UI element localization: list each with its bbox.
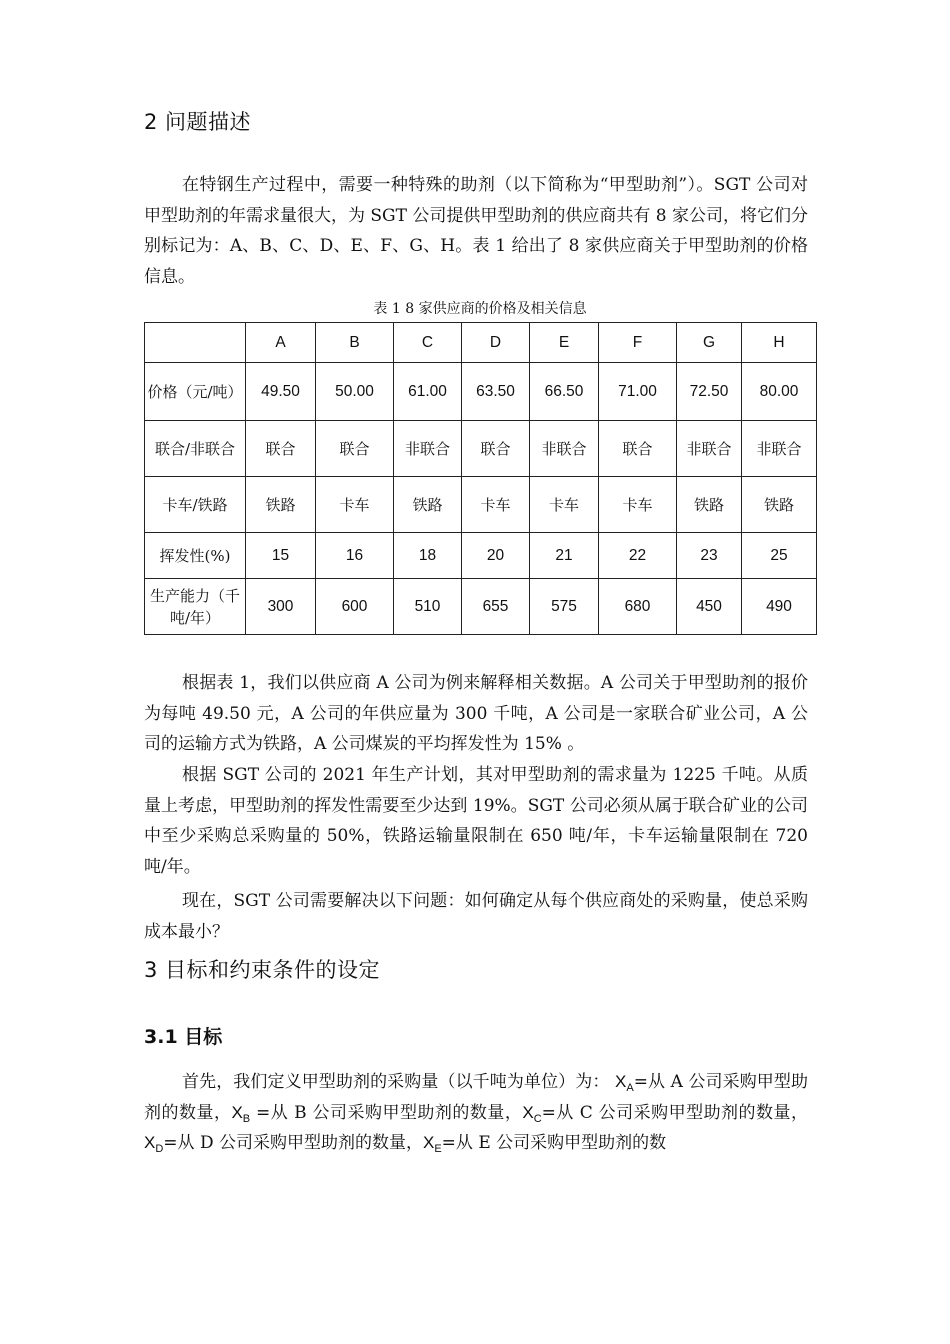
table-cell: 72.50 [677, 363, 742, 421]
table-row [145, 363, 817, 421]
table-row [145, 477, 817, 533]
variable-symbol: X [231, 1102, 243, 1122]
variable-definition: =从 E 公司采购甲型助剂的数 [441, 1133, 667, 1153]
table-cell: 铁路 [246, 477, 316, 533]
table-header-cell: D [462, 323, 530, 363]
table-cell: 63.50 [462, 363, 530, 421]
table-row [145, 533, 817, 579]
table-cell: 铁路 [677, 477, 742, 533]
variable-symbol: X [615, 1072, 627, 1091]
table-cell: 联合 [316, 421, 394, 477]
table-cell: 非联合 [677, 421, 742, 477]
table-cell: 49.50 [246, 363, 316, 421]
table-row-header: 卡车/铁路 [145, 477, 246, 533]
variable-subscript: E [434, 1143, 442, 1155]
table-cell: 71.00 [599, 363, 677, 421]
table-cell: 非联合 [742, 421, 817, 477]
variable-subscript: C [533, 1112, 542, 1125]
table-cell: 联合 [462, 421, 530, 477]
intro-text: 首先，我们定义甲型助剂的采购量（以千吨为单位）为： [182, 1072, 610, 1092]
variable-subscript: D [155, 1143, 164, 1155]
table-cell: 22 [599, 533, 677, 579]
section-3-heading: 3 目标和约束条件的设定 [144, 958, 381, 982]
section-2-paragraph-3: 根据 SGT 公司的 2021 年生产计划，其对甲型助剂的需求量为 1225 千吨。从质量上考虑，甲型助剂的挥发性需要至少达到 19%。SGT 公司必须从属于联合矿业的公司中至少采购总采购量的 50%，铁路运输量限制在 650 吨/年，卡车运输量限制在 720 吨/年。 [144, 765, 808, 877]
variable-definition: =从 D 公司采购甲型助剂的数量， [163, 1133, 423, 1153]
table-row [145, 421, 817, 477]
table-cell: 铁路 [394, 477, 462, 533]
table-cell: 50.00 [316, 363, 394, 421]
table-cell: 61.00 [394, 363, 462, 421]
table-cell: 卡车 [316, 477, 394, 533]
table-cell: 20 [462, 533, 530, 579]
table-header-cell: A [246, 323, 316, 363]
table-cell: 联合 [599, 421, 677, 477]
section-2-paragraph-1: 在特钢生产过程中，需要一种特殊的助剂（以下简称为“甲型助剂”）。SGT 公司对甲型助剂的年需求量很大，为 SGT 公司提供甲型助剂的供应商共有 8 家公司，将它们分别标记为：A、B、C、D、E、F、G、H。表 1 给出了 8 家供应商关于甲型助剂的价格信息。 [144, 175, 808, 287]
table-cell: 18 [394, 533, 462, 579]
table-cell: 卡车 [599, 477, 677, 533]
table-row-header: 联合/非联合 [145, 421, 246, 477]
variable-symbol: X [522, 1102, 534, 1122]
table-corner-cell [145, 323, 246, 363]
table-row-header: 生产能力（千吨/年） [145, 579, 246, 635]
table-header-cell: C [394, 323, 462, 363]
table-cell: 80.00 [742, 363, 817, 421]
table-cell: 66.50 [530, 363, 599, 421]
table-row-header: 挥发性(%) [145, 533, 246, 579]
supplier-table [144, 322, 817, 635]
variable-definition: =从 A 公司采购甲型助剂的数量， [144, 1072, 809, 1123]
table-cell: 15 [246, 533, 316, 579]
table-cell: 23 [677, 533, 742, 579]
table-cell: 450 [677, 579, 742, 635]
table-cell: 510 [394, 579, 462, 635]
table-cell: 490 [742, 579, 817, 635]
table-header-cell: G [677, 323, 742, 363]
table-header-cell: H [742, 323, 817, 363]
table-cell: 600 [316, 579, 394, 635]
table-cell: 卡车 [462, 477, 530, 533]
section-3-paragraph-1 [144, 1067, 808, 1159]
variable-subscript: A [626, 1082, 634, 1094]
table-header-cell: B [316, 323, 394, 363]
variable-subscript: B [242, 1112, 251, 1125]
table-cell: 680 [599, 579, 677, 635]
table-cell: 非联合 [530, 421, 599, 477]
table-header-cell: E [530, 323, 599, 363]
table-cell: 铁路 [742, 477, 817, 533]
table-cell: 25 [742, 533, 817, 579]
table-cell: 21 [530, 533, 599, 579]
section-3-1-heading: 3.1 目标 [144, 1026, 223, 1048]
table-caption: 表 1 8 家供应商的价格及相关信息 [373, 301, 587, 317]
table-header-cell: F [599, 323, 677, 363]
table-cell: 655 [462, 579, 530, 635]
variable-symbol: X [144, 1133, 156, 1152]
section-2-paragraph-2: 根据表 1，我们以供应商 A 公司为例来解释相关数据。A 公司关于甲型助剂的报价为每吨 49.50 元，A 公司的年供应量为 300 千吨，A 公司是一家联合矿业公司，A 公司的运输方式为铁路，A 公司煤炭的平均挥发性为 15% 。 [144, 673, 808, 754]
table-cell: 卡车 [530, 477, 599, 533]
variable-definition: =从 B 公司采购甲型助剂的数量， [250, 1102, 523, 1123]
table-row-header: 价格（元/吨） [145, 363, 246, 421]
variable-symbol: X [422, 1133, 435, 1152]
table-cell: 非联合 [394, 421, 462, 477]
table-header-row [145, 323, 817, 363]
variable-definition: =从 C 公司采购甲型助剂的数量， [541, 1102, 808, 1123]
table-row [145, 579, 817, 635]
table-cell: 16 [316, 533, 394, 579]
table-cell: 575 [530, 579, 599, 635]
table-cell: 联合 [246, 421, 316, 477]
table-cell: 300 [246, 579, 316, 635]
section-2-heading: 2 问题描述 [144, 110, 252, 134]
section-2-paragraph-4: 现在，SGT 公司需要解决以下问题：如何确定从每个供应商处的采购量，使总采购成本最小？ [144, 891, 808, 942]
